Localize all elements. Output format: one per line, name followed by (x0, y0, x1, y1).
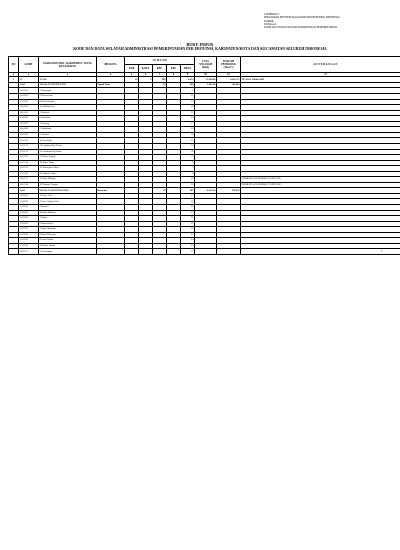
row-desa: 260 (181, 82, 195, 88)
row-kode: 11.01.13 (19, 155, 39, 161)
row-keterangan (241, 249, 400, 255)
row-nama: 2 Kluet Utara (39, 94, 97, 100)
row-nama: 8 Darul Hasanah (39, 232, 97, 238)
row-kode: 11.01.17 (19, 177, 39, 183)
row-desa: 24 (181, 227, 195, 233)
header-keterangan: K E T E R A N G A N (241, 57, 400, 73)
row-kode: 11.01.11 (19, 143, 39, 149)
row-desa: 21 (181, 216, 195, 222)
row-kode: 11.01.07 (19, 121, 39, 127)
row-nama: 10 Pasi Raja (39, 138, 97, 144)
row-nama: 4 Babul Makmur (39, 210, 97, 216)
document-title: BUKU INDUK (186, 42, 214, 47)
column-number: 9 (181, 73, 195, 77)
row-desa: 7 (181, 166, 195, 172)
row-keterangan: PERMENDAGRI NOMOR 6 TAHUN 2008 (241, 182, 400, 188)
row-desa: 26 (181, 221, 195, 227)
column-number: 7 (153, 73, 167, 77)
row-nama: 6 Babussalam (39, 221, 97, 227)
column-number: 10 (195, 73, 217, 77)
table-body (9, 77, 400, 255)
row-kode: 11.01.14 (19, 160, 39, 166)
row-kode: 11.01.15 (19, 166, 39, 172)
province-kec: 289 (153, 77, 167, 83)
row-kode: 11.02.03 (19, 204, 39, 210)
row-kode: 11.02.05 (19, 216, 39, 222)
column-number: 6 (139, 73, 153, 77)
row-kode: 11.01.10 (19, 138, 39, 144)
row-desa: 18 (181, 132, 195, 138)
reference-line: LAMPIRAN I (264, 13, 280, 16)
row-penduduk: 178.852 (217, 188, 241, 194)
province-kota: 5 (139, 77, 153, 83)
row-nama: 18 Trumon Tengah (39, 182, 97, 188)
row-nama: 8 Tapaktuan (39, 127, 97, 133)
row-desa: 27 (181, 193, 195, 199)
row-desa: 8 (181, 171, 195, 177)
province-nama: ACEH (39, 77, 97, 83)
province-kab: 18 (125, 77, 139, 83)
row-nama: 1 Lawe Alas (39, 193, 97, 199)
row-desa: 13 (181, 155, 195, 161)
header-kab: KAB (125, 65, 139, 73)
row-nama: 13 Kluet Tengah (39, 155, 97, 161)
column-number: 5 (125, 73, 139, 77)
row-nama: 9 Trumon (39, 132, 97, 138)
reference-line: KODE DAN DATA WILAYAH ADMINISTRASI PEMERINTAHAN (264, 26, 338, 30)
row-desa: 385 (181, 188, 195, 194)
column-number: 12 (241, 73, 400, 77)
row-desa: 14 (181, 143, 195, 149)
province-luas: 57.956,00 (195, 77, 217, 83)
row-kab (125, 249, 139, 255)
row-keterangan: PERMENDAGRI NOMOR 6 TAHUN 2008 (241, 177, 400, 183)
row-nama: 14 Kluet Timur (39, 160, 97, 166)
row-ibukota (97, 249, 125, 255)
header-no: NO (9, 57, 19, 73)
row-kode: 11.01.05 (19, 110, 39, 116)
row-desa: 10 (181, 177, 195, 183)
row-desa: 21 (181, 94, 195, 100)
header-kota: KOTA (139, 65, 153, 73)
header-luas: LUAS WILAYAH (Km2) (195, 57, 217, 73)
row-nama: 5 Badar (39, 216, 97, 222)
row-kode: 11.02.10 (19, 243, 39, 249)
row-luas: 4.231,43 (195, 188, 217, 194)
row-ibukota: Kutacane (97, 188, 125, 194)
row-penduduk (217, 249, 241, 255)
row-kode: 11.01.03 (19, 99, 39, 105)
row-kode: 11.01.04 (19, 105, 39, 111)
row-kode: 11.02.08 (19, 232, 39, 238)
row-kec: 16 (153, 188, 167, 194)
column-number: 1 (9, 73, 19, 77)
column-number: 11 (217, 73, 241, 77)
header-penduduk: JUMLAH PENDUDUK (Jiwa) *) (217, 57, 241, 73)
row-penduduk: 231.893 (217, 82, 241, 88)
row-desa: 10 (181, 182, 195, 188)
row-desa: 32 (181, 204, 195, 210)
row-kode: 11.01.06 (19, 116, 39, 122)
row-kode: 11.02.11 (19, 249, 39, 255)
row-desa: 17 (181, 249, 195, 255)
row-nama: 2 Lawe Sigala-Gala (39, 199, 97, 205)
row-nama: 7 Sawang (39, 121, 97, 127)
header-kel: KEL (167, 65, 181, 73)
header-desa: DESA (181, 65, 195, 73)
row-nama: 4 Labuhan Haji (39, 105, 97, 111)
reference-block (264, 13, 340, 29)
row-nama: 1 KAB. ACEH SELATAN (39, 82, 97, 88)
row-nama: 12 Labuhan Haji Barat (39, 149, 97, 155)
row-nama: 9 Lawe Bulan (39, 238, 97, 244)
row-desa: 7 (181, 88, 195, 94)
row-kec: 18 (153, 82, 167, 88)
row-desa: 29 (181, 116, 195, 122)
row-kode: 11.01.01 (19, 88, 39, 94)
row-kode: 11.01.08 (19, 127, 39, 133)
row-kode: 11.02 (19, 188, 39, 194)
row-nama: 5 Meukek (39, 110, 97, 116)
row-desa: 38 (181, 199, 195, 205)
document-subtitle: KODE DAN DATA WILAYAH ADMINISTRASI PEMERINTAHAN PER PROVINSI, KABUPATEN/KOTA DAN KECAMATAN SELURUH INDONESIA (73, 47, 327, 51)
row-desa: 22 (181, 232, 195, 238)
row-kode: 11.01.12 (19, 149, 39, 155)
header-nama: NAMA PROVINSI / KABUPATEN / KOTA, KECAMATAN (39, 57, 97, 73)
row-kode: 11.02.02 (19, 199, 39, 205)
row-desa: 24 (181, 238, 195, 244)
row-nama: 1 Bakongan (39, 88, 97, 94)
row-kode: 11.02.01 (19, 193, 39, 199)
row-no (9, 249, 19, 255)
row-kode: 11.02.04 (19, 210, 39, 216)
column-number: 8 (167, 73, 181, 77)
reference-line: PERATURAN MENTERI DALAM NEGERI REPUBLIK INDONESIA (264, 16, 340, 20)
row-luas (195, 249, 217, 255)
row-nama: 2 KAB. ACEH TENGGARA (39, 188, 97, 194)
province-keterangan: UU No.11 Tahun 2006 (241, 77, 400, 83)
row-nama: 6 Samadua (39, 116, 97, 122)
province-kode: 11 (19, 77, 39, 83)
province-desa: 6.474 (181, 77, 195, 83)
row-kode: 11.02.06 (19, 221, 39, 227)
row-kode: 11.02.09 (19, 238, 39, 244)
column-number: 2 (19, 73, 39, 77)
row-nama: 3 Kluet Selatan (39, 99, 97, 105)
row-desa: 9 (181, 160, 195, 166)
row-kode: 11.01.18 (19, 182, 39, 188)
data-table (8, 56, 400, 255)
row-desa: 16 (181, 105, 195, 111)
row-luas: 3.841,60 (195, 82, 217, 88)
page-number: 1 (381, 249, 383, 253)
row-desa: 20 (181, 243, 195, 249)
reference-line: NOMOR (264, 19, 274, 23)
row-kode: 11.01.02 (19, 94, 39, 100)
row-kode: 11.01.16 (19, 171, 39, 177)
province-no: 1 (9, 77, 19, 83)
row-kota (139, 249, 153, 255)
row-nama: 17 Kota Bahagia (39, 177, 97, 183)
header-jumlah: J U M L A H (125, 57, 195, 65)
row-desa: 21 (181, 138, 195, 144)
column-number: 3 (39, 73, 97, 77)
row-nama: 15 Bakongan Timur (39, 166, 97, 172)
row-ibukota: Tapak Tuan (97, 82, 125, 88)
column-number: 4 (97, 73, 125, 77)
row-kode: 11.02.07 (19, 227, 39, 233)
row-nama: 11 Semadam (39, 249, 97, 255)
row-kode: 11.01 (19, 82, 39, 88)
row-desa: 16 (181, 127, 195, 133)
province-penduduk: 5.016.355 (217, 77, 241, 83)
row-kec (153, 249, 167, 255)
row-nama: 16 Trumon Timur (39, 171, 97, 177)
header-ibukota: IBUKOTA (97, 57, 125, 73)
header-kode: KODE (19, 57, 39, 73)
row-nama: 7 Babul Rahmah (39, 227, 97, 233)
row-desa: 15 (181, 121, 195, 127)
header-kec: KEC (153, 65, 167, 73)
row-desa: 25 (181, 210, 195, 216)
row-nama: 3 Bambel (39, 204, 97, 210)
row-kel (167, 249, 181, 255)
row-desa: 23 (181, 110, 195, 116)
table-row (9, 249, 400, 255)
row-nama: 10 Bukit Tusam (39, 243, 97, 249)
row-desa: 16 (181, 149, 195, 155)
row-nama: 11 Labuhan Haji Timur (39, 143, 97, 149)
row-kode: 11.01.09 (19, 132, 39, 138)
row-desa: 17 (181, 99, 195, 105)
reference-line: TANGGAL (264, 22, 277, 26)
